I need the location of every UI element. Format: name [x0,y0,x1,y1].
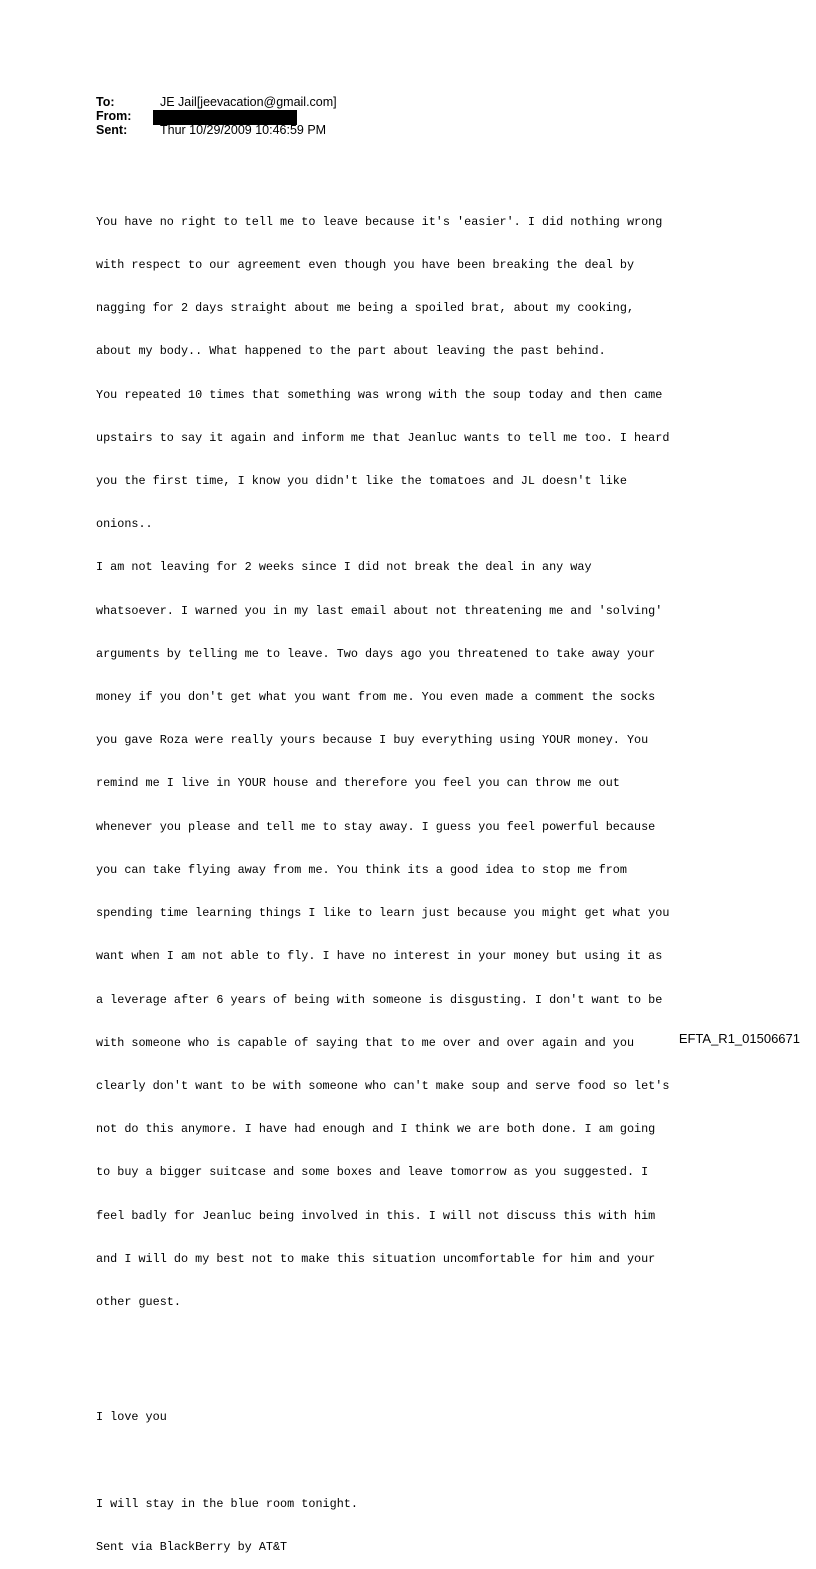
closing-line: I love you [96,1410,167,1425]
email-body [96,157,736,1569]
body-line: to buy a bigger suitcase and some boxes and leave tomorrow as you suggested. I [96,1165,649,1180]
body-line: money if you don't get what you want from me. You even made a comment the socks [96,690,656,705]
paragraph-gap [96,1454,736,1468]
body-line: want when I am not able to fly. I have no interest in your money but using it as [96,949,663,964]
body-line: and I will do my best not to make this situation uncomfortable for him and your [96,1251,656,1266]
body-paragraph [96,186,736,1339]
signature-line: Sent via BlackBerry by AT&T [96,1539,288,1554]
body-line: arguments by telling me to leave. Two days ago you threatened to take away your [96,646,656,661]
body-line: spending time learning things I like to learn just because you might get what you [96,906,670,921]
body-line: you the first time, I know you didn't like the tomatoes and JL doesn't like [96,473,627,488]
body-line: with someone who is capable of saying that to me over and over again and you [96,1035,635,1050]
sent-label: Sent: [96,123,128,137]
postscript-line: I will stay in the blue room tonight. [96,1496,358,1511]
body-line: a leverage after 6 years of being with someone is disgusting. I don't want to be [96,992,663,1007]
paragraph-gap [96,1367,736,1381]
from-label: From: [96,109,132,123]
body-line: you can take flying away from me. You think its a good idea to stop me from [96,862,627,877]
body-line: with respect to our agreement even though you have been breaking the deal by [96,257,635,272]
body-line: not do this anymore. I have had enough and I think we are both done. I am going [96,1122,656,1137]
body-line: remind me I live in YOUR house and therefore you feel you can throw me out [96,776,620,791]
body-line: whatsoever. I warned you in my last email about not threatening me and 'solving' [96,603,663,618]
document-id: EFTA_R1_01506671 [678,1031,800,1046]
body-line: you gave Roza were really yours because I buy everything using YOUR money. You [96,733,649,748]
body-line: other guest. [96,1295,181,1310]
body-line: whenever you please and tell me to stay away. I guess you feel powerful because [96,819,656,834]
body-line: onions.. [96,517,153,532]
body-line: nagging for 2 days straight about me being a spoiled brat, about my cooking, [96,301,635,316]
sent-value: Thur 10/29/2009 10:46:59 PM [160,123,327,137]
body-line: upstairs to say it again and inform me that Jeanluc wants to tell me too. I heard [96,430,670,445]
body-line: You repeated 10 times that something was wrong with the soup today and then came [96,387,663,402]
body-line: feel badly for Jeanluc being involved in this. I will not discuss this with him [96,1208,656,1223]
body-line: about my body.. What happened to the part about leaving the past behind. [96,344,606,359]
to-label: To: [96,95,115,109]
body-line: clearly don't want to be with someone who can't make soup and serve food so let's [96,1079,670,1093]
body-line: You have no right to tell me to leave because it's 'easier'. I did nothing wrong [96,214,663,229]
to-value: JE Jail[jeevacation@gmail.com] [160,95,337,109]
body-line: I am not leaving for 2 weeks since I did not break the deal in any way [96,560,592,575]
